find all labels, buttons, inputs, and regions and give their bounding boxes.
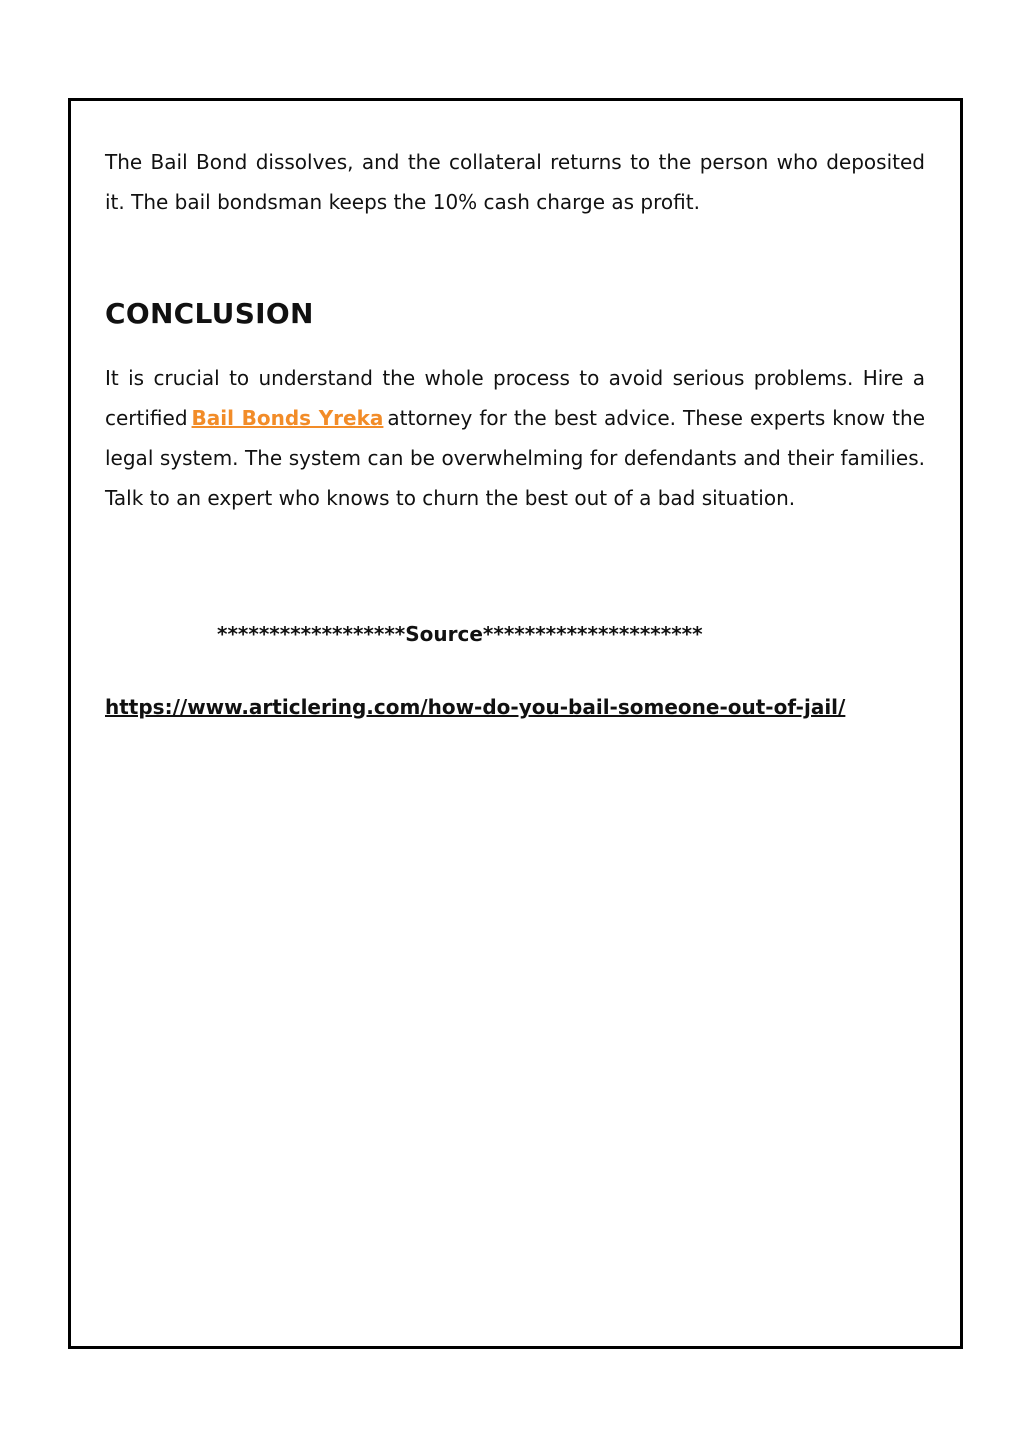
conclusion-text-before-link: It is crucial to understand the whole process to avoid serious problems. Hire a certified — [105, 366, 925, 430]
paragraph-bail-bond-dissolves: The Bail Bond dissolves, and the collateral returns to the person who deposited it. The bail bondsman keeps the 10% cash charge as profit. — [105, 150, 925, 214]
conclusion-paragraph — [105, 358, 925, 518]
bail-bonds-yreka-link[interactable]: Bail Bonds Yreka — [191, 406, 384, 430]
conclusion-heading: CONCLUSION — [105, 297, 314, 330]
source-label: ******************Source********************* — [217, 622, 703, 646]
conclusion-text-after-link: attorney for the best advice. These experts know the legal system. The system can be overwhelming for defendants and their families. Talk to an expert who knows to churn the best out of a bad situation. — [105, 406, 925, 510]
document-body — [105, 142, 925, 721]
source-url-link[interactable]: https://www.articlering.com/how-do-you-bail-someone-out-of-jail/ — [105, 695, 846, 719]
